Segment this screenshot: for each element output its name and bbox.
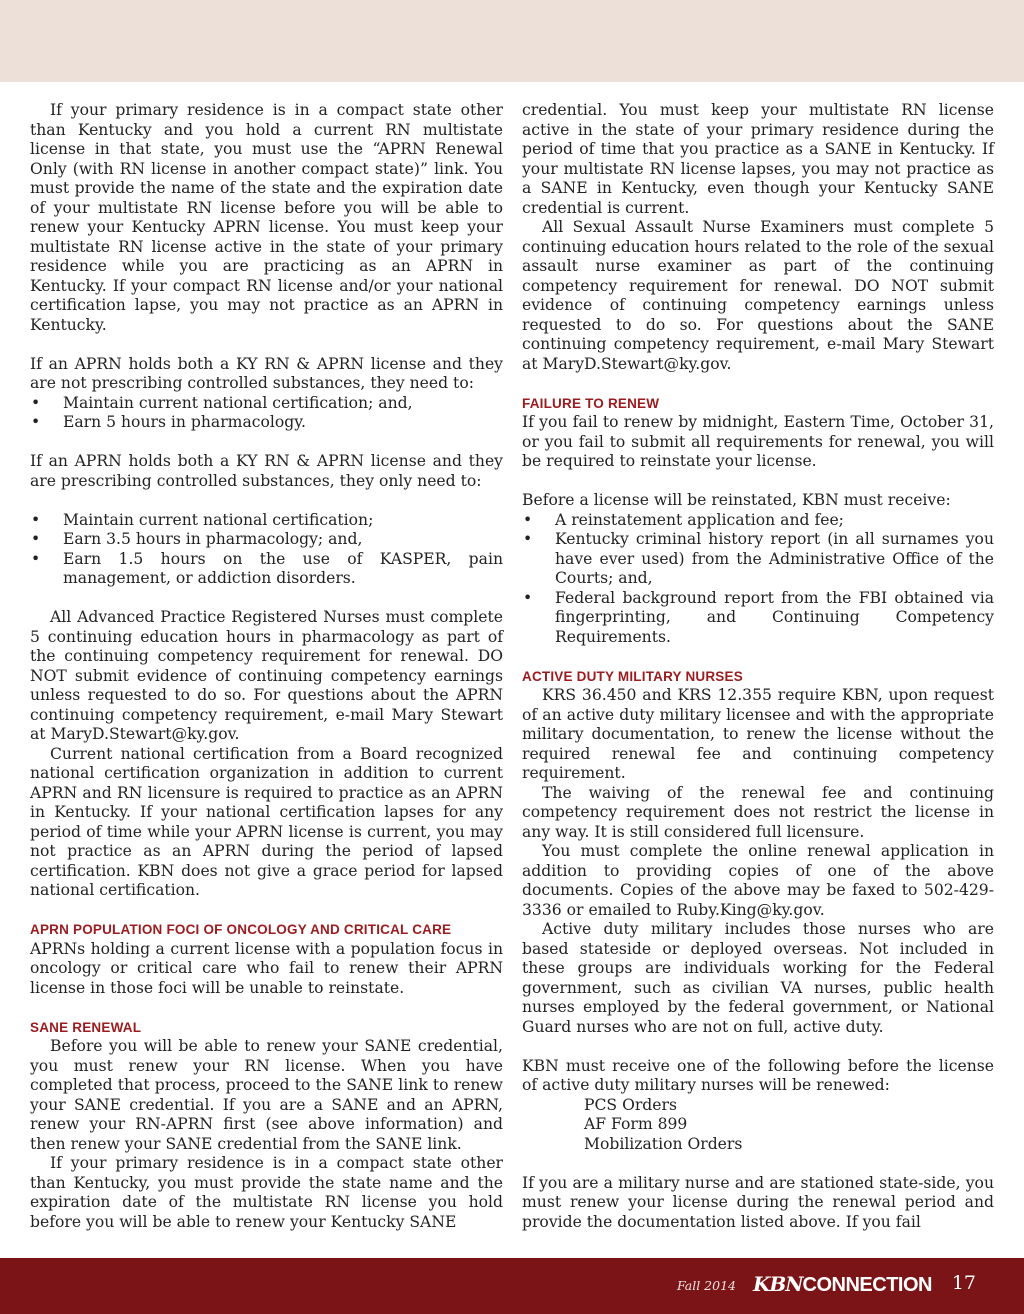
list-item: • A reinstatement application and fee; bbox=[522, 511, 994, 531]
page-number: 17 bbox=[951, 1272, 976, 1294]
paragraph: KRS 36.450 and KRS 12.355 require KBN, upon request of an active duty military licensee and with the appropriate military documentation, to renew the license without the required renewal fee and continuing competency requirement. bbox=[522, 686, 994, 782]
section-heading: SANE RENEWAL bbox=[30, 1019, 142, 1035]
bullet-list bbox=[30, 394, 503, 433]
list-item: PCS Orders bbox=[584, 1095, 677, 1114]
bullet-list bbox=[30, 511, 503, 589]
section-heading: FAILURE TO RENEW bbox=[522, 395, 660, 411]
paragraph: You must complete the online renewal application in addition to providing copies of one of the above documents. Copies of the above may be faxed to 502-429-3336 or emailed to Ruby.King@ky.gov. bbox=[522, 842, 994, 919]
logo-kbn: KBN bbox=[752, 1272, 803, 1296]
paragraph: If your primary residence is in a compact state other than Kentucky, you must provide the state name and the expiration date of the multistate RN license you hold before you will be able to renew your Kentucky SANE bbox=[30, 1154, 503, 1231]
section-heading: APRN POPULATION FOCI OF ONCOLOGY AND CRITICAL CARE bbox=[30, 922, 452, 937]
paragraph: APRNs holding a current license with a population focus in oncology or critical care who fail to renew their APRN license in those foci will be unable to reinstate. bbox=[30, 939, 503, 997]
footer-bar bbox=[0, 1258, 1024, 1314]
left-column bbox=[30, 101, 503, 1232]
list-item: • Maintain current national certification; and, bbox=[30, 394, 503, 414]
paragraph: Before you will be able to renew your SANE credential, you must renew your RN license. When you have completed that process, proceed to the SANE link to renew your SANE credential. If you are a SANE and an APRN, renew your RN-APRN first (see above information) and then renew your SANE credential from the SANE link. bbox=[30, 1037, 503, 1153]
list-item: • Earn 5 hours in pharmacology. bbox=[30, 413, 503, 433]
paragraph: All Sexual Assault Nurse Examiners must complete 5 continuing education hours related to the role of the sexual assault nurse examiner as part of the continuing competency requirement for renewal. DO NOT submit evidence of continuing competency earnings unless requested to do so. For questions about the SANE continuing competency requirement, e-mail Mary Stewart at MaryD.Stewart@ky.gov. bbox=[522, 218, 994, 373]
paragraph: Before a license will be reinstated, KBN must receive: bbox=[522, 491, 951, 509]
list-item: AF Form 899 bbox=[584, 1115, 688, 1133]
right-column bbox=[522, 101, 994, 1232]
logo-connection: CONNECTION bbox=[802, 1274, 932, 1296]
paragraph: KBN must receive one of the following before the license of active duty military nurses will be renewed: bbox=[522, 1056, 994, 1094]
issue-date: Fall 2014 bbox=[676, 1278, 736, 1293]
paragraph: If your primary residence is in a compact state other than Kentucky and you hold a current RN multistate license in that state, you must use the “APRN Renewal Only (with RN license in another compact state)” link. You must provide the name of the state and the expiration date of your multistate RN license before you will be able to renew your Kentucky APRN license. You must keep your multistate RN license active in the state of your primary residence while you are practicing as an APRN in Kentucky. If your compact RN license and/or your national certification lapse, you may not practice as an APRN in Kentucky. bbox=[30, 101, 503, 334]
list-item: • Maintain current national certification; bbox=[30, 511, 503, 531]
paragraph: If you fail to renew by midnight, Eastern Time, October 31, or you fail to submit all requirements for renewal, you will be required to reinstate your license. bbox=[522, 413, 994, 470]
paragraph: Current national certification from a Board recognized national certification organization in addition to current APRN and RN licensure is required to practice as an APRN in Kentucky. If your national certification lapses for any period of time while your APRN license is current, you may not practice as an APRN during the period of lapsed certification. KBN does not give a grace period for lapsed national certification. bbox=[30, 744, 503, 899]
section-heading: ACTIVE DUTY MILITARY NURSES bbox=[522, 668, 743, 684]
bullet-list bbox=[522, 511, 994, 648]
paragraph: All Advanced Practice Registered Nurses must complete 5 continuing education hours in pharmacology as part of the continuing competency requirement for renewal. DO NOT submit evidence of continuing competency earnings unless requested to do so. For questions about the APRN continuing competency requirement, e-mail Mary Stewart at MaryD.Stewart@ky.gov. bbox=[30, 608, 503, 743]
list-item: • Earn 1.5 hours on the use of KASPER, pain management, or addiction disorders. bbox=[30, 550, 503, 589]
paragraph: If an APRN holds both a KY RN & APRN license and they are prescribing controlled substances, they only need to: bbox=[30, 452, 503, 490]
list-item: • Earn 3.5 hours in pharmacology; and, bbox=[30, 530, 503, 550]
paragraph: Active duty military includes those nurses who are based stateside or deployed overseas. Not included in these groups are individuals working for the Federal government, such as civilian VA nurses, public health nurses employed by the federal government, or National Guard nurses who are not on full, active duty. bbox=[522, 920, 994, 1036]
paragraph: credential. You must keep your multistate RN license active in the state of your primary residence during the period of time that you practice as a SANE in Kentucky. If your multistate RN license lapses, you may not practice as a SANE in Kentucky, even though your Kentucky SANE credential is current. bbox=[522, 101, 994, 217]
top-band bbox=[0, 0, 1024, 82]
list-item: • Federal background report from the FBI obtained via fingerprinting, and Continuing Competency Requirements. bbox=[522, 589, 994, 648]
paragraph: If you are a military nurse and are stationed state-side, you must renew your license during the renewal period and provide the documentation listed above. If you fail bbox=[522, 1173, 994, 1231]
paragraph: The waiving of the renewal fee and continuing competency requirement does not restrict the license in any way. It is still considered full licensure. bbox=[522, 783, 994, 841]
list-item: • Kentucky criminal history report (in all surnames you have ever used) from the Administrative Office of the Courts; and, bbox=[522, 530, 994, 589]
list-item: Mobilization Orders bbox=[584, 1134, 743, 1153]
publication-logo bbox=[753, 1272, 932, 1297]
paragraph: If an APRN holds both a KY RN & APRN license and they are not prescribing controlled substances, they need to: bbox=[30, 354, 503, 392]
document-list bbox=[522, 1096, 994, 1155]
